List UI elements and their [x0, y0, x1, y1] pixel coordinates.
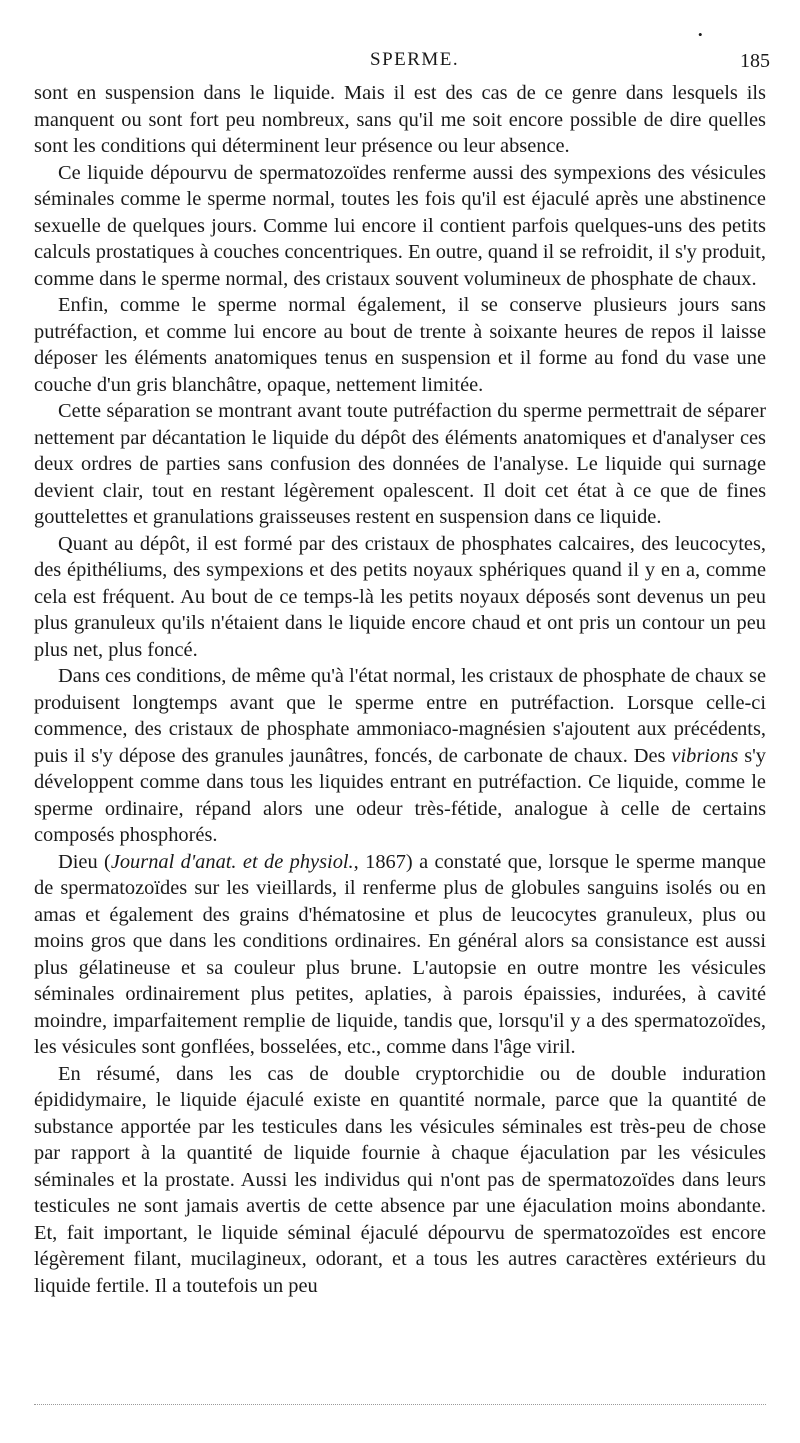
paragraph-6: [34, 663, 766, 849]
paragraph-6-text-a: Dans ces conditions, de même qu'à l'état normal, les cristaux de phosphate de chaux se produisent longtemps avant que le sperme entre en putréfaction. Lorsque celle-ci commence, des cristaux de phosphate ammoniaco-magnésien s'ajoutent aux précédents, puis il s'y dépose des granules jaunâtres, foncés, de carbonate de chaux. Des: [34, 665, 766, 767]
paragraph-7-text-a: Dieu (: [58, 850, 111, 873]
paragraph-7: [34, 849, 766, 1061]
page-number: 185: [740, 50, 770, 72]
paragraph-3: Enfin, comme le sperme normal également, il se conserve plusieurs jours sans putréfaction, et comme lui encore au bout de trente à soixante heures de repos il laisse déposer les éléments anatomiques tenus en suspension et il forme au fond du vase une couche d'un gris blanchâtre, opaque, nettement limitée.: [34, 294, 766, 396]
running-title: SPERME.: [370, 49, 460, 70]
page-header: [30, 46, 770, 76]
paragraph-1: sont en suspension dans le liquide. Mais il est des cas de ce genre dans lesquels ils manquent ou sont fort peu nombreux, sans qu'il me soit encore possible de dire quelles sont les conditions qui déterminent leur présence ou leur absence.: [34, 82, 766, 157]
paragraph-6-text-b: s'y développent comme dans tous les liquides entrant en putréfaction. Ce liquide, comme le sperme ordinaire, répand alors une odeur très-fétide, analogue à celle de certains composés phosphorés.: [34, 744, 767, 846]
paragraph-4: Cette séparation se montrant avant toute putréfaction du sperme permettrait de séparer nettement par décantation le liquide du dépôt des éléments anatomiques et d'analyser ces deux ordres de parties sans confusion des données de l'analyse. Le liquide qui surnage devient clair, tout en restant légèrement opalescent. Il doit cet état à ce que de fines gouttelettes et granulations graisseuses restent en suspension dans ce liquide.: [34, 400, 766, 528]
journal-citation: Journal d'anat. et de physiol.: [110, 850, 354, 873]
paragraph-6-italic: vibrions: [671, 744, 739, 767]
page-mark: •: [698, 27, 703, 42]
paragraph-5: Quant au dépôt, il est formé par des cristaux de phosphates calcaires, des leucocytes, des épithéliums, des sympexions et des petits noyaux sphériques quand il y en a, comme cela est fréquent. Au bout de ce temps-là les petits noyaux déposés sont devenus un peu plus granuleux qu'ils n'étaient dans le liquide encore chaud et ont pris un contour un peu plus net, plus foncé.: [34, 532, 766, 661]
paragraph-8: En résumé, dans les cas de double cryptorchidie ou de double induration épididymaire, le liquide éjaculé existe en quantité normale, parce que la quantité de substance apportée par les testicules dans les vésicules séminales est très-peu de chose par rapport à la quantité de liquide fournie à chaque éjaculation par les vésicules séminales et la prostate. Aussi les individus qui n'ont pas de spermatozoïdes dans leurs testicules ne sont jamais avertis de cette absence par une éjaculation moins abondante. Et, fait important, le liquide séminal éjaculé dépourvu de spermatozoïdes est encore légèrement filant, mucilagineux, odorant, et a tous les autres caractères extérieurs du liquide fertile. Il a toutefois un peu: [34, 1062, 766, 1297]
paragraph-2: Ce liquide dépourvu de spermatozoïdes renferme aussi des sympexions des vésicules séminales comme le sperme normal, toutes les fois qu'il est éjaculé après une abstinence sexuelle de quelques jours. Comme lui encore il contient parfois quelques-uns des petits calculs prostatiques à couches concentriques. En outre, quand il se refroidit, il s'y produit, comme dans le sperme normal, des cristaux souvent volumineux de phosphate de chaux.: [34, 161, 766, 290]
paragraph-7-text-b: , 1867) a constaté que, lorsque le sperme manque de spermatozoïdes sur les vieillards, il renferme plus de globules sanguins isolés ou en amas et également des grains d'hématosine et plus de leucocytes granuleux, plus ou moins gros que dans les conditions ordinaires. En général alors sa consistance est aussi plus gélatineuse et sa couleur plus brune. L'autopsie en outre montre les vésicules séminales ordinairement plus petites, aplaties, à parois épaissies, indurées, à cavité moindre, imparfaitement remplie de liquide, tandis que, lorsqu'il y a des spermatozoïdes, les vésicules sont gonflées, bosselées, etc., comme dans l'âge viril.: [34, 850, 766, 1058]
footer-dotted-rule: [34, 1404, 766, 1405]
text-body: [34, 80, 766, 1299]
